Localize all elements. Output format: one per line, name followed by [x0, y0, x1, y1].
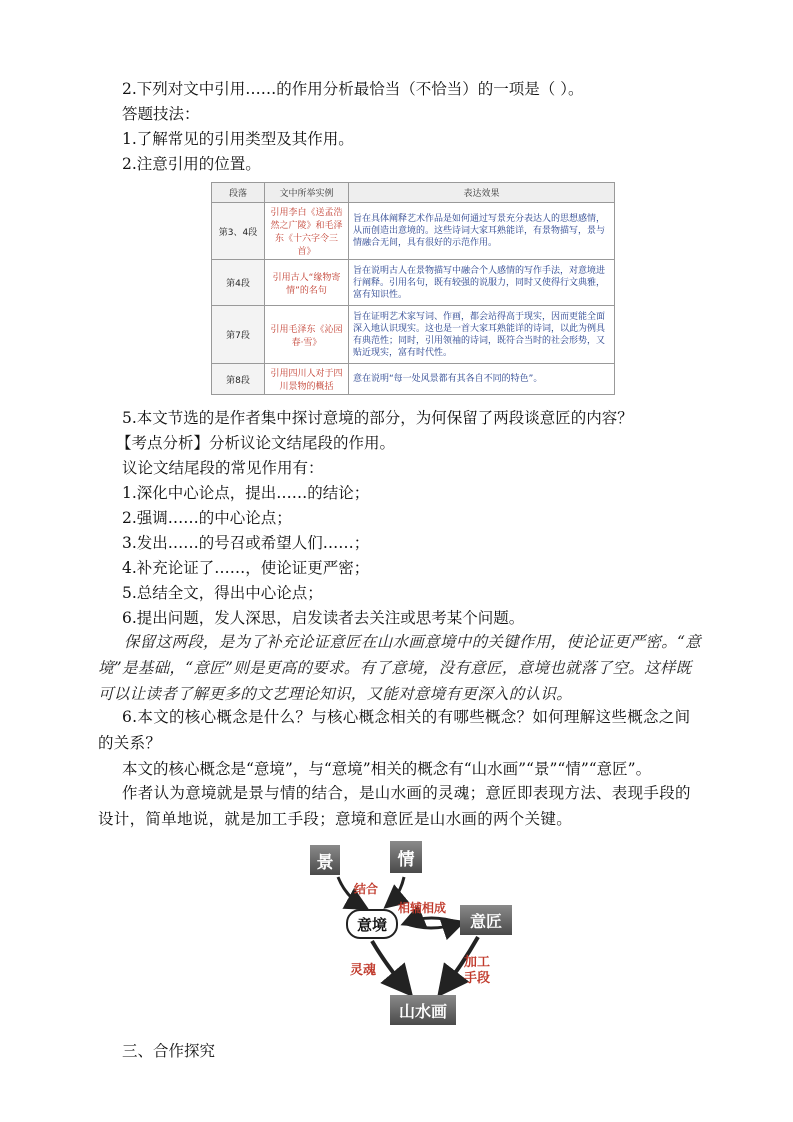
q5-item: 1.深化中心论点，提出……的结论；: [122, 484, 370, 502]
q5-item: 6.提出问题，发人深思，启发读者去关注或思考某个问题。: [122, 609, 525, 627]
label-xiangfu: 相辅相成: [398, 901, 447, 915]
cell-example: 引用李白《送孟浩然之广陵》和毛泽东《十六字令三首》: [265, 203, 349, 260]
cell-paragraph: 第7段: [212, 306, 265, 364]
table-header: 文中所举实例: [265, 183, 349, 203]
q6-title: 6.本文的核心概念是什么？与核心概念相关的有哪些概念？如何理解这些概念之间的关系？: [98, 708, 691, 752]
cell-effect: 旨在说明古人在景物描写中融合个人感情的写作手法，对意境进行阐释。引用名句，既有较强的说服力，同时又使得行文典雅，富有知识性。: [349, 260, 615, 306]
cell-effect: 意在说明“每一处风景都有其各自不同的特色”。: [349, 364, 615, 395]
citation-table: [211, 182, 615, 395]
q5-item: 5.总结全文，得出中心论点；: [122, 584, 323, 602]
tip-2: 2.注意引用的位置。: [122, 155, 261, 173]
node-qing: 情: [390, 841, 422, 873]
cell-paragraph: 第8段: [212, 364, 265, 395]
label-jiagong-2: 手段: [464, 971, 491, 986]
label-jiehe: 结合: [354, 882, 379, 896]
node-jing: 景: [310, 845, 340, 875]
table-row: [212, 260, 615, 306]
q5-title: 5.本文节选的是作者集中探讨意境的部分，为何保留了两段谈意匠的内容？: [122, 409, 633, 427]
table-header: 表达效果: [349, 183, 615, 203]
arrow-yijing-shanshuihua: [372, 941, 408, 991]
cell-example: 引用古人“缘物寄情”的名句: [265, 260, 349, 306]
cell-example: 引用毛泽东《沁园春·雪》: [265, 306, 349, 364]
concept-diagram: [300, 835, 520, 1030]
q5-item: 3.发出……的号召或希望人们……；: [122, 534, 370, 552]
cell-example: 引用四川人对于四川景物的概括: [265, 364, 349, 395]
section-heading: 三、合作探究: [122, 1042, 216, 1060]
table-row: [212, 364, 615, 395]
table-row: [212, 306, 615, 364]
tip-1: 1.了解常见的引用类型及其作用。: [122, 130, 354, 148]
table-header: 段落: [212, 183, 265, 203]
cell-effect: 旨在证明艺术家写词、作画，都会站得高于现实，因而更能全面深入地认识现实。这也是一首大家耳熟能详的诗词，以此为例具有典范性；同时，引用领袖的诗词，既符合当时的社会形势，又贴近现实，富有时代性。: [349, 306, 615, 364]
tips-label: 答题技法：: [122, 105, 200, 123]
arrow-yijiang-yijing: [406, 918, 460, 923]
q6-answer-1: 本文的核心概念是“意境”，与“意境”相关的概念有“山水画”“景”“情”“意匠”。: [122, 760, 652, 778]
q6-answer-2: 作者认为意境就是景与情的结合，是山水画的灵魂；意匠即表现方法、表现手段的设计，简单地说，就是加工手段；意境和意匠是山水画的两个关键。: [98, 784, 691, 828]
q5-item: 2.强调……的中心论点；: [122, 509, 292, 527]
table-row: [212, 203, 615, 260]
q5-analysis: 【考点分析】分析议论文结尾段的作用。: [116, 434, 396, 452]
node-yijiang: 意匠: [460, 905, 512, 935]
label-linghun: 灵魂: [350, 963, 377, 978]
arrow-yijing-yijiang: [404, 923, 460, 928]
q2-title: 2.下列对文中引用……的作用分析最恰当（不恰当）的一项是（ ）。: [122, 80, 584, 98]
q5-item: 4.补充论证了……，使论证更严密；: [122, 559, 370, 577]
table-header-row: [212, 183, 615, 203]
node-yijing: 意境: [346, 909, 398, 939]
label-jiagong-1: 加工: [464, 955, 491, 970]
q5-answer: 保留这两段，是为了补充论证意匠在山水画意境中的关键作用，使论证更严密。“意境”是基础，“意匠”则是更高的要求。有了意境，没有意匠，意境也就落了空。这样既可以让读者了解更多的文艺理论知识，又能对意境有更深入的认识。: [98, 633, 702, 703]
cell-paragraph: 第4段: [212, 260, 265, 306]
q5-common: 议论文结尾段的常见作用有：: [122, 459, 324, 477]
cell-effect: 旨在具体阐释艺术作品是如何通过写景充分表达人的思想感情，从而创造出意境的。这些诗词大家耳熟能详，有景物描写，景与情融合无间，具有很好的示范作用。: [349, 203, 615, 260]
node-shanshuihua: 山水画: [390, 995, 456, 1025]
cell-paragraph: 第3、4段: [212, 203, 265, 260]
